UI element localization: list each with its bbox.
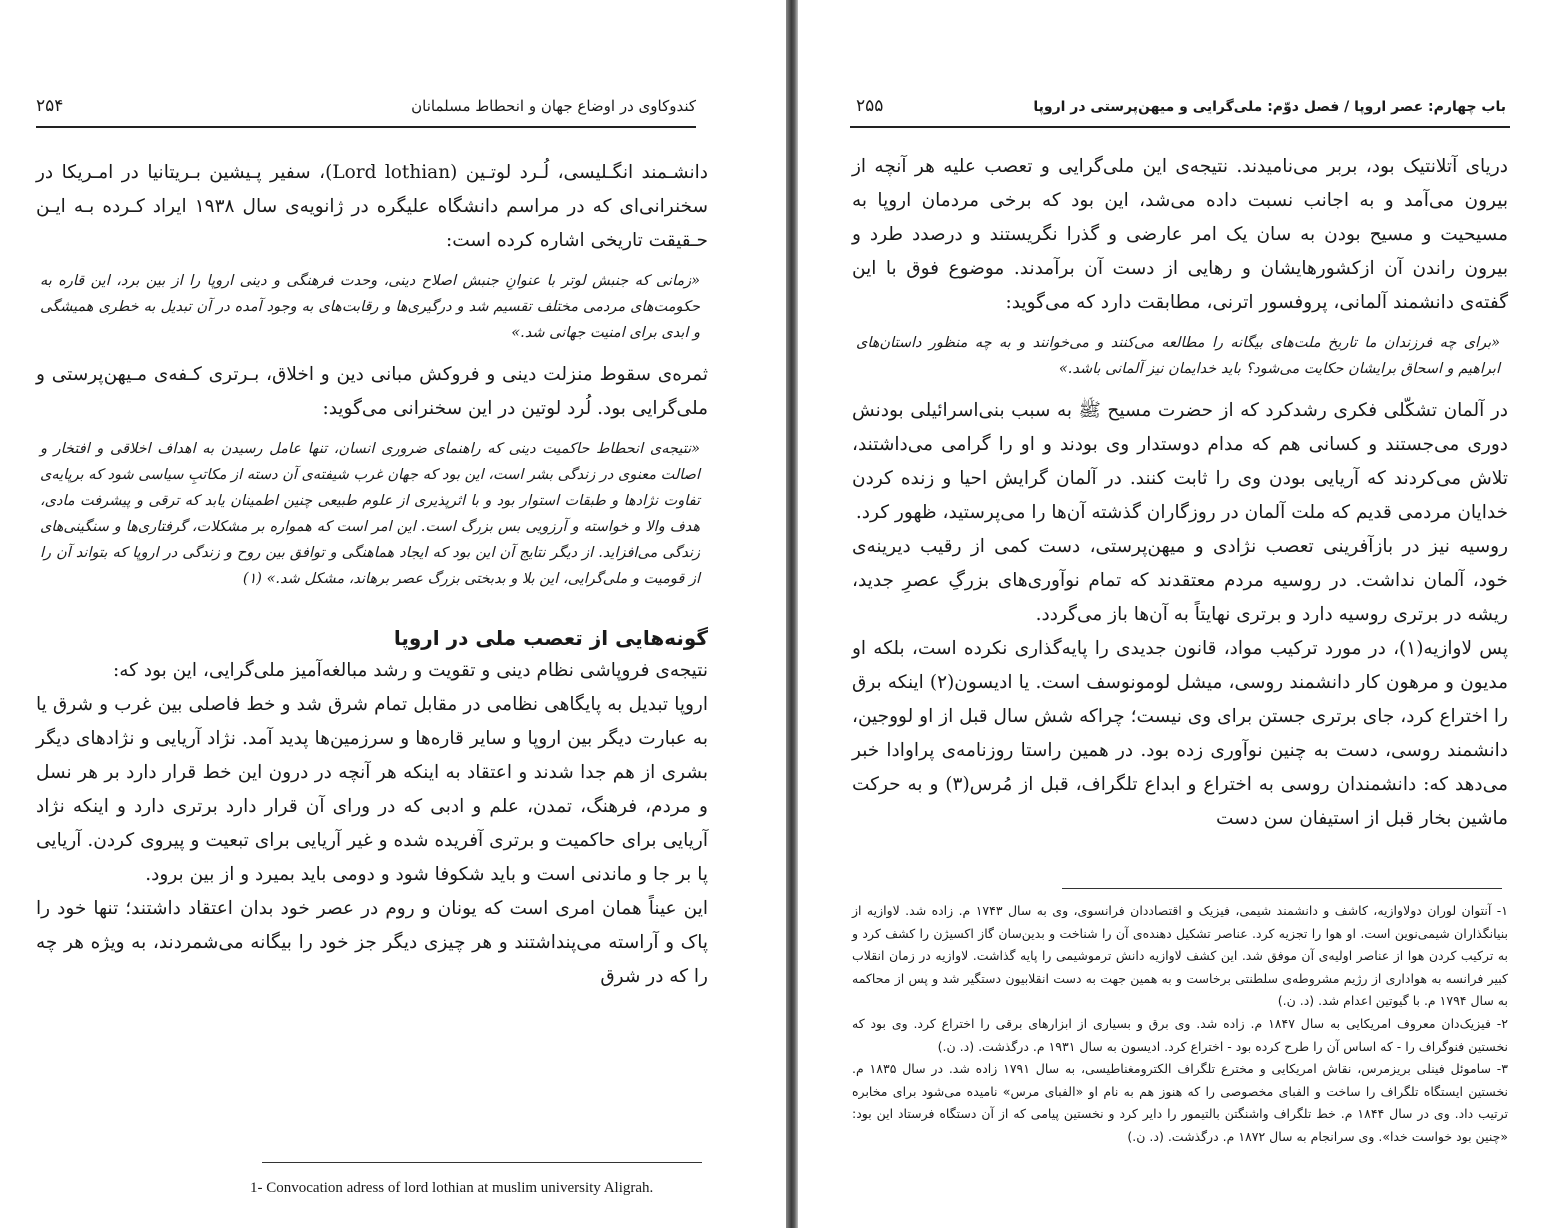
right-paragraph-1: دریای آتلانتیک بود، بربر می‌نامیدند. نتیجه‌ی این ملی‌گرایی و تعصب علیه هر آنچه از بیرون می‌آمد و به اجانب نسبت داده می‌شد، این بود که برخی مردمان اروپا به مسیحیت و مسیح بودن به سان یک امر عارضی و گذرا نگریستند و درصدد طرد و بیرون راندن آن ازکشورهایشان و رهایی از دست آن برآمدند. موضوع فوق با این گفته‌ی دانشمند آلمانی، پروفسور اترنی، مطابقت دارد که می‌گوید: — [852, 156, 1508, 313]
right-page-number: ۲۵۵ — [856, 96, 884, 116]
left-page-number: ۲۵۴ — [36, 96, 64, 116]
book-gutter — [786, 0, 798, 1228]
right-paragraph-2: در آلمان تشکّلی فکری رشدکرد که از حضرت مسیح ﷺ به سبب بنی‌اسرائیلی بودنش دوری می‌جستند و کسانی هم که مدام دوستدار وی بودند و او را گرامی می‌داشتند، تلاش می‌کردند که آریایی بودن وی را ثابت کنند. در آلمان گرایش احیا و زنده کردن خدایان مردمی قدیم که ملت آلمان در روزگاران گذشته آن‌ها را می‌پرستید، ظهور کرد. — [852, 400, 1508, 523]
left-header-title: کندوکاوی در اوضاع جهان و انحطاط مسلمانان — [411, 97, 696, 115]
left-footnote-rule — [262, 1162, 702, 1163]
right-running-header — [856, 96, 1506, 116]
right-paragraph-3: روسیه نیز در بازآفرینی تعصب نژادی و میهن‌پرستی، دست کمی از رقیب دیرینه‌ی خود، آلمان نداشت. در روسیه مردم معتقدند که تمام نوآوری‌های بزرگِ عصرِ جدید، ریشه در برتری روسیه دارد و برتری نهایتاً به آن‌ها باز می‌گردد. — [852, 536, 1508, 625]
footnote-1: ۱- آنتوان لوران دولاوازیه، کاشف و دانشمند شیمی، فیزیک و اقتصاددان فرانسوی، وی به سال ۱۷۴۳ م. زاده شد. لاوازیه از بنیانگذاران شیمی‌نوین است. او هوا را تجزیه کرد. عناصر تشکیل دهنده‌ی آن را شناخت و بدین‌سان گاز اکسیژن را کشف کرد و به ترکیب کردن هوا از عناصر اولیه‌ی آن موفق شد. این کشف لاوازیه دانش ترموشیمی را پایه گذاشت. لاوازیه در زمان انقلاب کبیر فرانسه به هواداری از رژیم مشروطه‌ی سلطنتی برخاست و به همین جهت به دست انقلابیون دستگیر شد و پس از محاکمه به سال ۱۷۹۴ م. با گیوتین اعدام شد. (د. ن.) — [852, 903, 1509, 1009]
right-footnote-rule — [1062, 888, 1502, 889]
left-quote-1: «زمانی که جنبش لوتر با عنوانِ جنبش اصلاح دینی، وحدت فرهنگی و دینی اروپا را از بین برد، این قاره به حکومت‌های مردمی مختلف تقسیم شد و درگیری‌ها و رقابت‌های به وجود آمده در آن تبدیل به خطری همیشگی و ابدی برای امنیت جهانی شد.» — [40, 273, 700, 341]
left-paragraph-3: نتیجه‌ی فروپاشی نظام دینی و تقویت و رشد مبالغه‌آمیز ملی‌گرایی، این بود که: — [113, 660, 708, 681]
right-body — [852, 150, 1508, 836]
left-header-rule — [36, 126, 696, 128]
left-paragraph-4: اروپا تبدیل به پایگاهی نظامی در مقابل تمام شرق شد و خط فاصلی بین غرب و شرق یا به عبارت دیگر بین اروپا و سایر قاره‌ها و سرزمین‌ها پدید آمد. نژاد آریایی و نژادهای دیگر بشری از هم جدا شدند و اعتقاد به اینکه هر آنچه در درون این خط قرار دارد بر هر نسل و مردم، فرهنگ، تمدن، علم و ادبی که در ورای آن قرار دارد برتری دارد و اینکه نژاد آریایی برای حاکمیت و برتری آفریده شده و غیر آریایی برای تبعیت و پیروی کردن. آریایی پا بر جا و ماندنی است و باید شکوفا شود و دومی باید بمیرد و از بین برود. — [36, 694, 708, 885]
footnote-3: ۳- ساموئل فینلی بریزمرس، نقاش امریکایی و مخترع تلگراف الکترومغناطیسی، به سال ۱۷۹۱ زاده شد. در سال ۱۸۳۵ م. نخستین ایستگاه تلگراف را ساخت و الفبای مخصوصی را که هنوز هم به نام او «الفبای مرس» نامیده می‌شود برای مخابره ترتیب داد. وی در سال ۱۸۴۴ م. خط تلگراف واشنگتن بالتیمور را دایر کرد و نخستین پیامی که از آن دستگاه فرستاد این بود: «چنین بود خواست خدا». وی سرانجام به سال ۱۸۷۲ م. درگذشت. (د. ن.) — [852, 1061, 1509, 1144]
footnote-2: ۲- فیزیک‌دان معروف امریکایی به سال ۱۸۴۷ م. زاده شد. وی برق و بسیاری از ابزارهای برقی را اختراع کرد. وی بود که نخستین فنوگراف را - که اساس آن را طرح کرده بود - اختراع کرد. ادیسون به سال ۱۹۳۱ م. درگذشت. (د. ن.) — [852, 1015, 1508, 1054]
right-paragraph-4: پس لاوازیه(۱)، در مورد ترکیب مواد، قانون جدیدی را پایه‌گذاری نکرده است، بلکه او مدیون و مرهون کار دانشمند روسی، میشل لومونوسف است. یا ادیسون(۲) اینکه برق را اختراع کرد، جای برتری جستن برای وی نیست؛ چراکه شش سال قبل از او لووجین، دانشمند روسی، دست به چنین نوآوری زده بود. در همین راستا روزنامه‌ی پراوادا خبر می‌دهد که: دانشمندان روسی به اختراع و ابداع تلگراف، قبل از مُرس(۳) و به حرکت ماشین بخار قبل از استیفان سن دست — [852, 638, 1508, 829]
left-running-header — [36, 96, 696, 116]
left-footnote-english: 1- Convocation adress of lord lothian at muslim university Aligrah. — [250, 1180, 654, 1196]
right-footnotes — [852, 900, 1508, 1149]
right-quote-1: «برای چه فرزندان ما تاریخ ملت‌های بیگانه را مطالعه می‌کنند و می‌خوانند و به چه منظور داستان‌های ابراهیم و اسحاق برایشان حکایت می‌شود؟ باید خدایمان نیز آلمانی باشد.» — [856, 335, 1500, 377]
left-paragraph-2: ثمره‌ی سقوط منزلت دینی و فروکش مبانی دین و اخلاق، بـرتری کـفه‌ی مـیهن‌پرستی و ملی‌گرایی بود. لُرد لوتین در این سخنرانی می‌گوید: — [36, 364, 708, 419]
right-page — [798, 0, 1566, 1228]
section-heading: گونه‌هایی از تعصب ملی در اروپا — [393, 626, 708, 650]
left-quote-2: «نتیجه‌ی انحطاط حاکمیت دینی که راهنمای ضروری انسان، تنها عامل رسیدن به اهداف اخلاقی و افتخار و اصالت معنوی در زندگی بشر است، این بود که جهان غرب شیفته‌ی آن دسته از مکاتبِ سیاسی شود که برپایه‌ی تفاوت نژادها و طبقات استوار بود و با اثرپذیری از علوم طبیعی چنین اطمینان یابد که ترقی و پیشرفت مادی، هدف والا و خواسته و آرزویی بس بزرگ است. این امر است که همواره بر مشکلات، گرفتاری‌ها و سنگینی‌های زندگی می‌افزاید. از دیگر نتایج آن این بود که ایجاد هماهنگی و توافق بین روح و زندگی در اروپا که بتواند آن را از قومیت و ملی‌گرایی، این بلا و بدبختی بزرگ عصر برهاند، مشکل شد.» (۱) — [40, 441, 700, 587]
right-header-title: باب چهارم: عصر اروپا / فصل دوّم: ملی‌گرایی و میهن‌پرستی در اروپا — [1033, 99, 1506, 115]
left-body — [36, 156, 708, 994]
right-header-rule — [850, 126, 1510, 128]
left-paragraph-1: دانشـمند انگـلیسی، لُـرد لوتـین (Lord lothian)، سفیر پـیشین بـریتانیا در امـریکا در سخنرانی‌ای که در مراسم دانشگاه علیگره در ژانویه‌ی سال ۱۹۳۸ ایراد کـرده بـه ایـن حـقیقت تاریخی اشاره کرده است: — [36, 162, 708, 251]
left-paragraph-5: این عیناً همان امری است که یونان و روم در عصر خود بدان اعتقاد داشتند؛ تنها خود را پاک و آراسته می‌پنداشتند و هر چیزی دیگر جز خود را بیگانه می‌شمردند، به ویژه هر چه را که در شرق — [36, 898, 708, 987]
